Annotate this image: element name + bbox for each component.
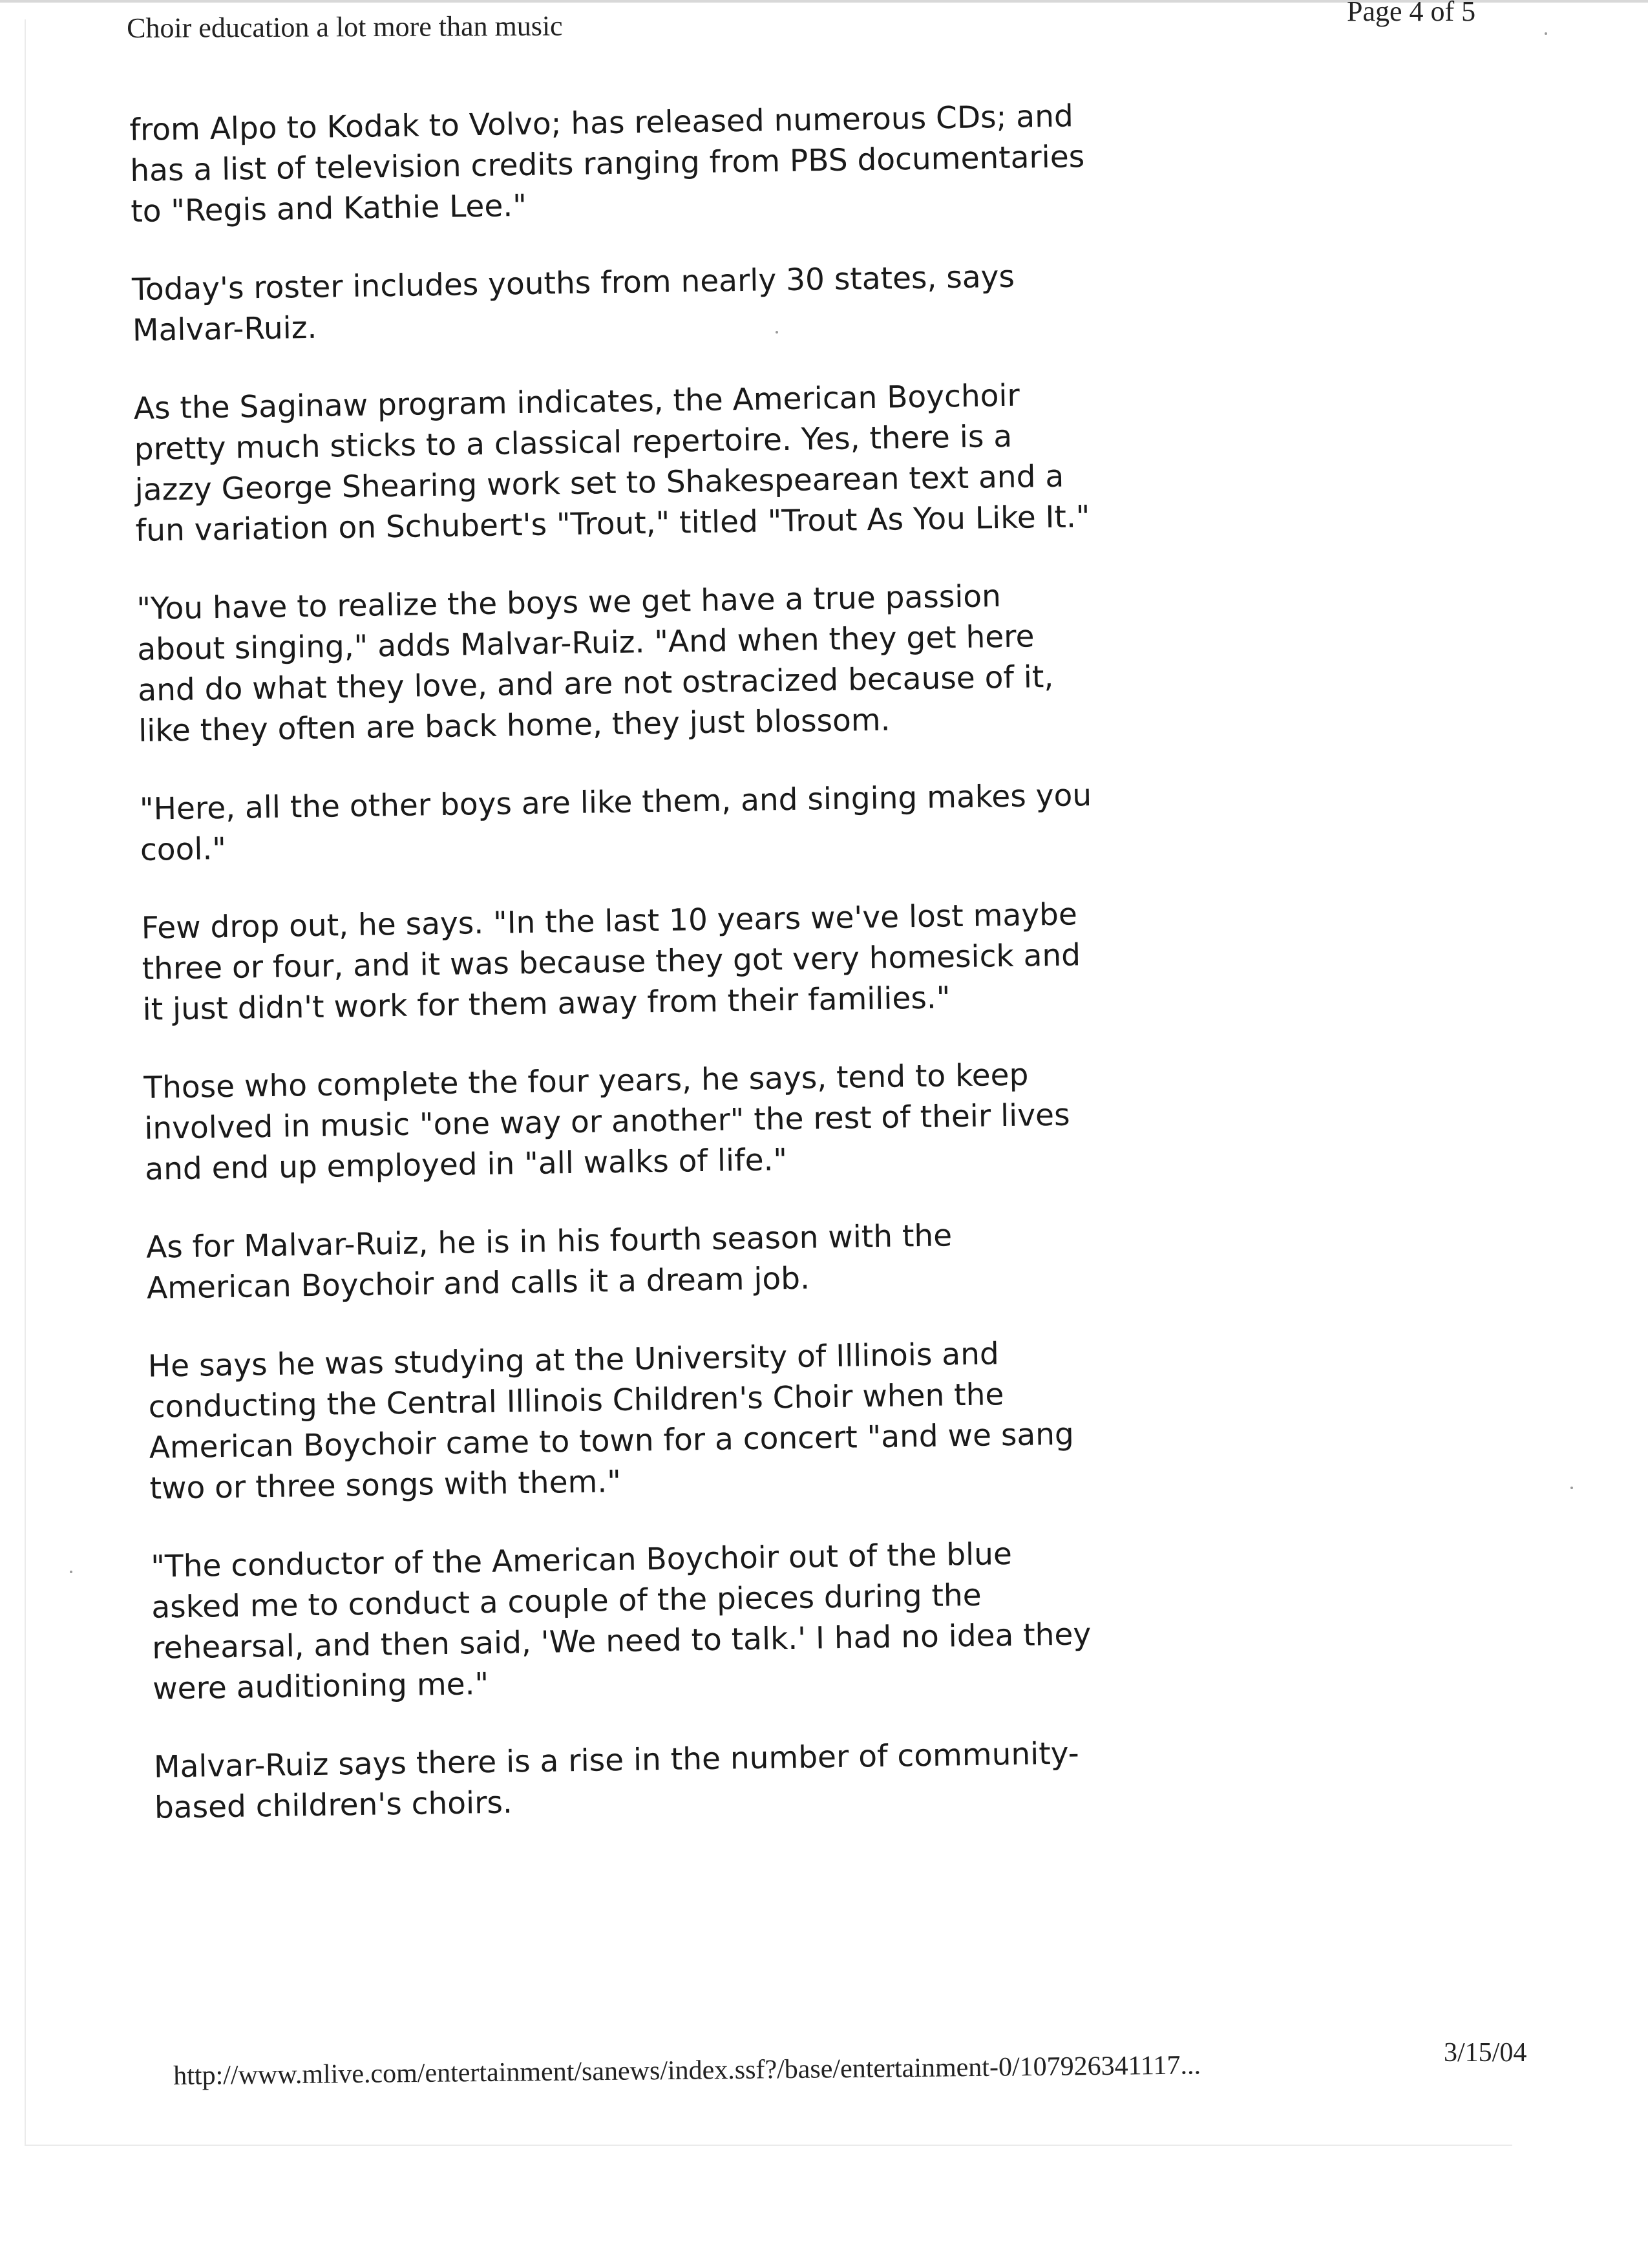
- scan-speck: [776, 331, 778, 334]
- article-paragraph: "You have to realize the boys we get have a true passion about singing," adds Malvar-Ruiz. "And when they get here and do what they love, and are not ostracized because of it, like they often are back home, they just blossom.: [136, 578, 1054, 749]
- article-paragraph: He says he was studying at the University of Illinois and conducting the Central Illinois Children's Choir when the American Boychoir came to town for a concert "and we sang two or three songs with them.": [147, 1336, 1075, 1507]
- article-paragraph: "Here, all the other boys are like them, and singing makes you cool.": [139, 778, 1092, 868]
- scan-speck: [1570, 1487, 1573, 1489]
- print-footer-url: http://www.mlive.com/entertainment/sanews/index.ssf?/base/entertainment-0/107926341117...: [173, 2050, 1201, 2091]
- article-body: [129, 96, 1111, 1828]
- article-paragraph: "The conductor of the American Boychoir out of the blue asked me to conduct a couple of the pieces during the rehearsal, and then said, 'We need to talk.' I had no idea they were auditioning me.": [151, 1536, 1092, 1707]
- scan-speck: [70, 1571, 72, 1573]
- scan-speck: [1545, 32, 1547, 35]
- print-footer-date: 3/15/04: [1444, 2038, 1527, 2068]
- article-paragraph: Today's roster includes youths from nearly 30 states, says Malvar-Ruiz.: [131, 259, 1015, 348]
- print-page-indicator: Page 4 of 5: [1347, 0, 1476, 27]
- article-paragraph: Malvar-Ruiz says there is a rise in the number of community-based children's choirs.: [153, 1735, 1080, 1826]
- article-paragraph: As for Malvar-Ruiz, he is in his fourth season with the American Boychoir and calls it a dream job.: [145, 1218, 953, 1306]
- scan-left-edge: [25, 19, 26, 2146]
- article-paragraph: Those who complete the four years, he says, tend to keep involved in music "one way or another" the rest of their lives and end up employed in "all walks of life.": [143, 1057, 1070, 1187]
- scan-bottom-edge: [26, 2145, 1512, 2146]
- article-paragraph: from Alpo to Kodak to Volvo; has released numerous CDs; and has a list of television credits ranging from PBS documentaries to "Regis and Kathie Lee.": [129, 98, 1085, 229]
- article-paragraph: As the Saginaw program indicates, the American Boychoir pretty much sticks to a classical repertoire. Yes, there is a jazzy George Shearing work set to Shakespearean text and a fun variation on Schubert's "Trout," titled "Trout As You Like It.": [133, 377, 1090, 549]
- print-header-title: Choir education a lot more than music: [127, 10, 563, 44]
- article-paragraph: Few drop out, he says. "In the last 10 years we've lost maybe three or four, and it was because they got very homesick and it just didn't work for them away from their families.": [141, 896, 1081, 1028]
